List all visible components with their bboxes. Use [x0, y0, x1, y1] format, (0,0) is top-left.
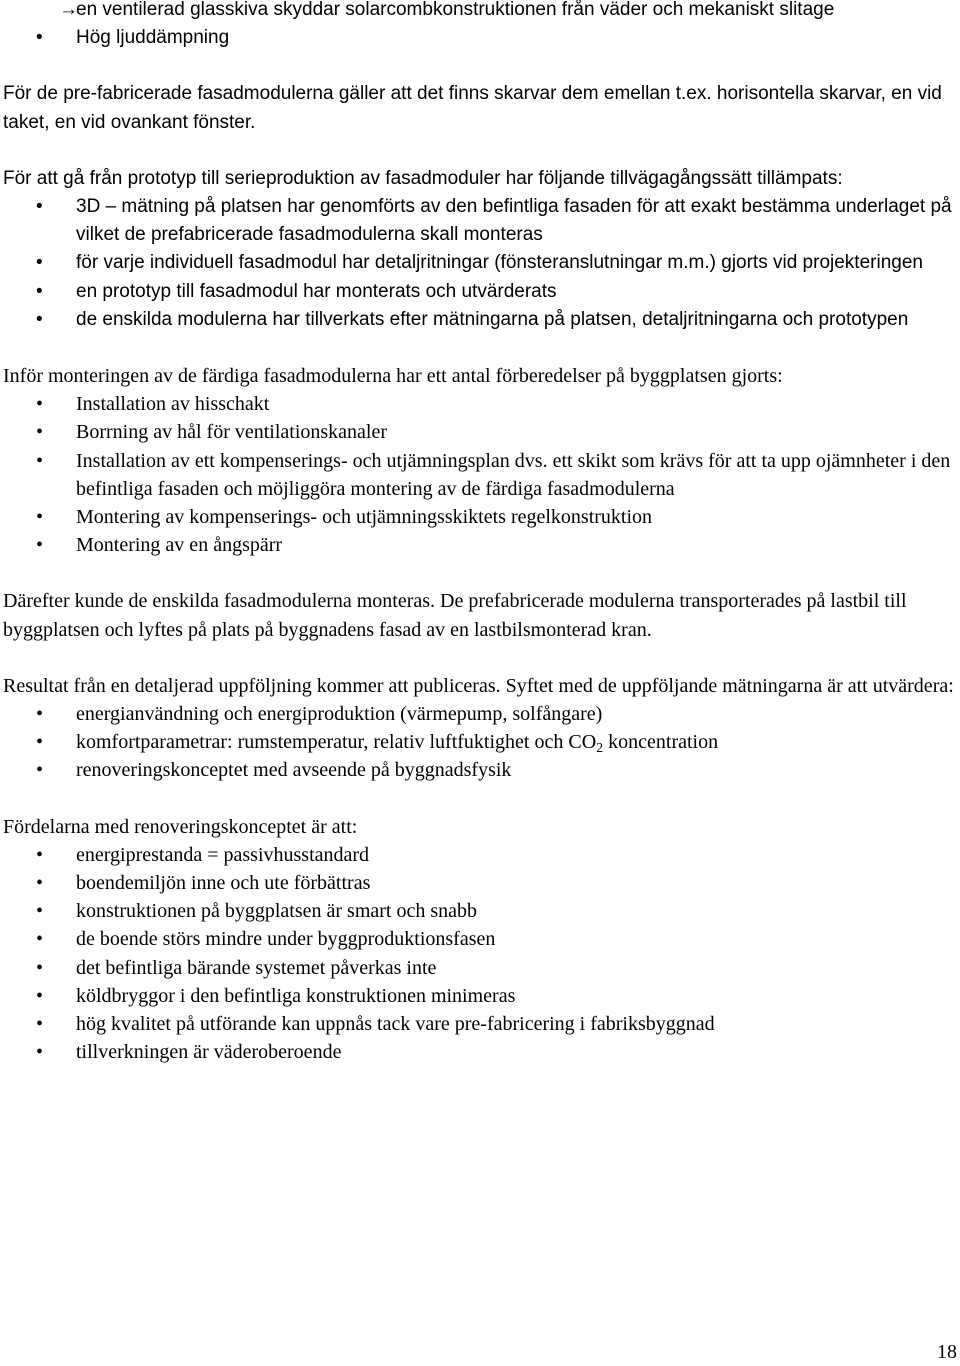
bullet-icon: • — [36, 872, 44, 895]
page-number: 18 — [937, 1341, 957, 1363]
list-item — [3, 24, 955, 52]
list-item — [3, 1038, 955, 1066]
list-item — [3, 982, 955, 1010]
list-item — [3, 756, 955, 784]
bullet-icon: • — [36, 393, 44, 416]
bullet-icon: • — [36, 731, 44, 754]
list-item-text: energiprestanda = passivhusstandard — [76, 843, 370, 866]
list-item-text: de enskilda modulerna har tillverkats efter mätningarna på platsen, detaljritningarna och prototypen — [76, 308, 909, 330]
list-item — [3, 869, 955, 897]
bullet-icon: • — [36, 534, 44, 557]
list-item-text: Installation av ett kompenserings- och utjämningsplan dvs. ett skikt som krävs för att ta upp ojämnheter i den befintliga fasaden och möjliggöra montering av de färdiga fasadmodulerna — [76, 449, 951, 500]
advantages-section — [3, 813, 955, 1067]
bullet-icon: • — [36, 900, 44, 923]
list-item — [3, 503, 955, 531]
list-item-text: för varje individuell fasadmodul har detaljritningar (fönsteranslutningar m.m.) gjorts vid projekteringen — [76, 252, 923, 274]
list-item — [3, 531, 955, 559]
bullet-icon: • — [36, 984, 44, 1007]
top-list — [3, 0, 955, 52]
list-item-text: energianvändning och energiproduktion (värmepump, solfångare) — [76, 703, 603, 726]
advantages-intro: Fördelarna med renoveringskonceptet är att: — [3, 815, 358, 838]
list-item-text: tillverkningen är väderoberoende — [76, 1041, 342, 1064]
list-item — [3, 954, 955, 982]
arrow-item-text: en ventilerad glasskiva skyddar solarcombkonstruktionen från väder och mekaniskt slitage — [76, 0, 835, 20]
list-item-text: Borrning av hål för ventilationskanaler — [76, 421, 388, 444]
list-item — [3, 925, 955, 953]
list-item-text: renoveringskonceptet med avseende på byggnadsfysik — [76, 759, 512, 782]
list-item-text: Hög ljuddämpning — [76, 27, 230, 49]
bullet-icon: • — [36, 421, 44, 444]
list-item — [3, 193, 955, 249]
list-item — [3, 390, 955, 418]
list-item-text: hög kvalitet på utförande kan uppnås tack vare pre-fabricering i fabriksbyggnad — [76, 1013, 715, 1036]
bullet-icon: • — [36, 449, 44, 472]
bullet-icon: • — [36, 843, 44, 866]
preparations-section — [3, 362, 955, 559]
subscript: 2 — [596, 741, 604, 757]
bullet-icon: • — [36, 703, 44, 726]
results-section — [3, 672, 955, 785]
list-item — [3, 1010, 955, 1038]
list-item — [3, 897, 955, 925]
list-item-text: 3D – mätning på platsen har genomförts av den befintliga fasaden för att exakt bestämma underlaget på vilket de prefabricerade fasadmodulerna skall monteras — [76, 196, 952, 246]
list-item — [3, 447, 955, 503]
bullet-icon: • — [36, 196, 43, 218]
bullet-icon: • — [36, 252, 43, 274]
list-item — [3, 418, 955, 446]
preparations-intro: Inför monteringen av de färdiga fasadmodulerna har ett antal förberedelser på byggplatsen gjorts: — [3, 365, 783, 388]
list-item — [3, 700, 955, 728]
list-item-text: Montering av en ångspärr — [76, 534, 283, 557]
list-item — [3, 306, 955, 334]
bullet-icon: • — [36, 506, 44, 529]
list-item-text: en prototyp till fasadmodul har monterats och utvärderats — [76, 280, 557, 302]
list-item-text: det befintliga bärande systemet påverkas inte — [76, 956, 437, 979]
arrow-list-item — [3, 0, 955, 24]
bullet-icon: • — [36, 1013, 44, 1036]
list-item-text: komfortparametrar: rumstemperatur, relativ luftfuktighet och CO — [76, 731, 597, 754]
arrow-right-icon: → — [59, 0, 78, 20]
list-item-text: Montering av kompenserings- och utjämningsskiktets regelkonstruktion — [76, 506, 653, 529]
list-item-text: köldbryggor i den befintliga konstruktionen minimeras — [76, 984, 516, 1007]
bullet-icon: • — [36, 1041, 44, 1064]
prototype-intro: För att gå från prototyp till serieproduktion av fasadmoduler har följande tillvägagångssätt tillämpats: — [3, 167, 843, 189]
list-item-text: boendemiljön inne och ute förbättras — [76, 872, 371, 895]
results-intro: Resultat från en detaljerad uppföljning kommer att publiceras. Syftet med de uppföljande mätningarna är att utvärdera: — [3, 674, 954, 697]
list-item — [3, 278, 955, 306]
bullet-icon: • — [36, 280, 43, 302]
paragraph-after: Därefter kunde de enskilda fasadmodulerna monteras. De prefabricerade modulerna transporterades på lastbil till byggplatsen och lyftes på plats på byggnadens fasad av en lastbilsmonterad kran. — [3, 590, 907, 641]
document-page — [3, 0, 955, 1095]
list-item — [3, 728, 955, 756]
list-item-text: Installation av hisschakt — [76, 393, 270, 416]
list-item — [3, 841, 955, 869]
list-item-text: de boende störs mindre under byggproduktionsfasen — [76, 928, 496, 951]
list-item — [3, 249, 955, 277]
bullet-icon: • — [36, 956, 44, 979]
prototype-section — [3, 165, 955, 334]
bullet-icon: • — [36, 27, 43, 49]
bullet-icon: • — [36, 928, 44, 951]
bullet-icon: • — [36, 759, 44, 782]
paragraph-prefab: För de pre-fabricerade fasadmodulerna gäller att det finns skarvar dem emellan t.ex. horisontella skarvar, en vid taket, en vid ovankant fönster. — [3, 83, 942, 133]
list-item-text: konstruktionen på byggplatsen är smart och snabb — [76, 900, 478, 923]
bullet-icon: • — [36, 308, 43, 330]
list-item-text-suffix: koncentration — [603, 731, 719, 754]
